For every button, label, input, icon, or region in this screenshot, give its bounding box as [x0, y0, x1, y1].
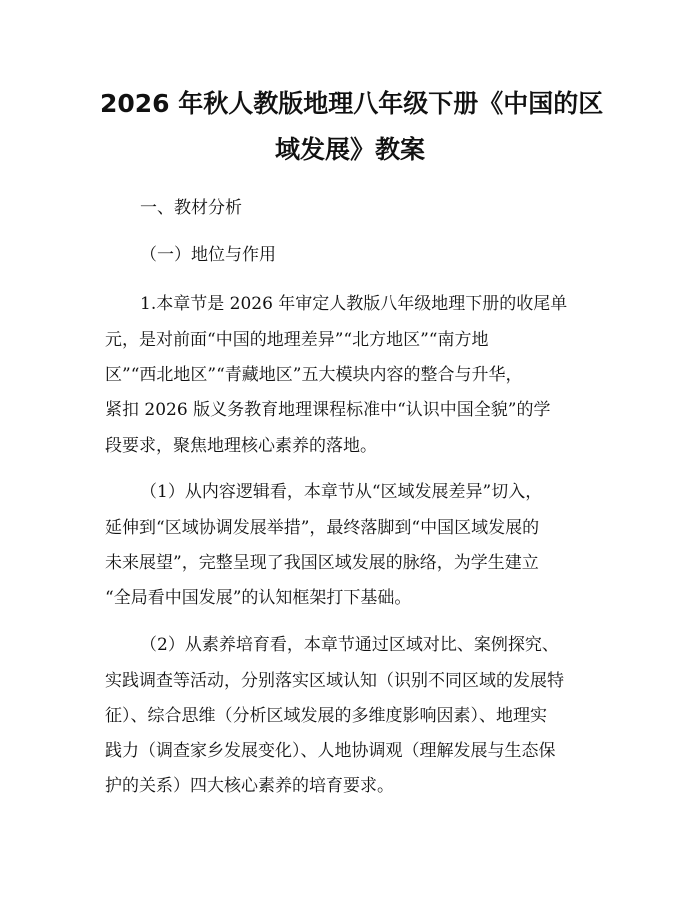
paragraph-2-line: （1）从内容逻辑看，本章节从“区域发展差异”切入， [140, 482, 543, 502]
paragraph-1-line: 段要求，聚焦地理核心素养的落地。 [105, 436, 377, 456]
section-heading: 一、教材分析 [140, 198, 242, 218]
document-title-line-1: 2026 年秋人教版地理八年级下册《中国的区 [100, 89, 604, 118]
paragraph-1-line: 1.本章节是 2026 年审定人教版八年级地理下册的收尾单 [140, 294, 568, 314]
paragraph-2-line: 延伸到“区域协调发展举措”，最终落脚到“中国区域发展的 [105, 518, 540, 538]
subsection-heading: （一）地位与作用 [140, 245, 276, 265]
document-title-line-2: 域发展》教案 [274, 135, 425, 164]
paragraph-3-line: （2）从素养培育看，本章节通过区域对比、案例探究、 [140, 635, 559, 655]
paragraph-1-line: 区”“西北地区”“青藏地区”五大模块内容的整合与升华， [105, 365, 523, 385]
paragraph-2-line: “全局看中国发展”的认知框架打下基础。 [105, 588, 412, 608]
paragraph-3-line: 护的关系）四大核心素养的培育要求。 [105, 776, 394, 796]
paragraph-1-line: 紧扣 2026 版义务教育地理课程标准中“认识中国全貌”的学 [105, 400, 551, 420]
paragraph-3-line: 践力（调查家乡发展变化）、人地协调观（理解发展与生态保 [105, 741, 556, 761]
paragraph-2-line: 未来展望”，完整呈现了我国区域发展的脉络，为学生建立 [105, 553, 539, 573]
paragraph-3-line: 实践调查等活动，分别落实区域认知（识别不同区域的发展特 [105, 671, 564, 691]
paragraph-1-line: 元，是对前面“中国的地理差异”“北方地区”“南方地 [105, 330, 489, 350]
paragraph-3-line: 征）、综合思维（分析区域发展的多维度影响因素）、地理实 [105, 706, 547, 726]
